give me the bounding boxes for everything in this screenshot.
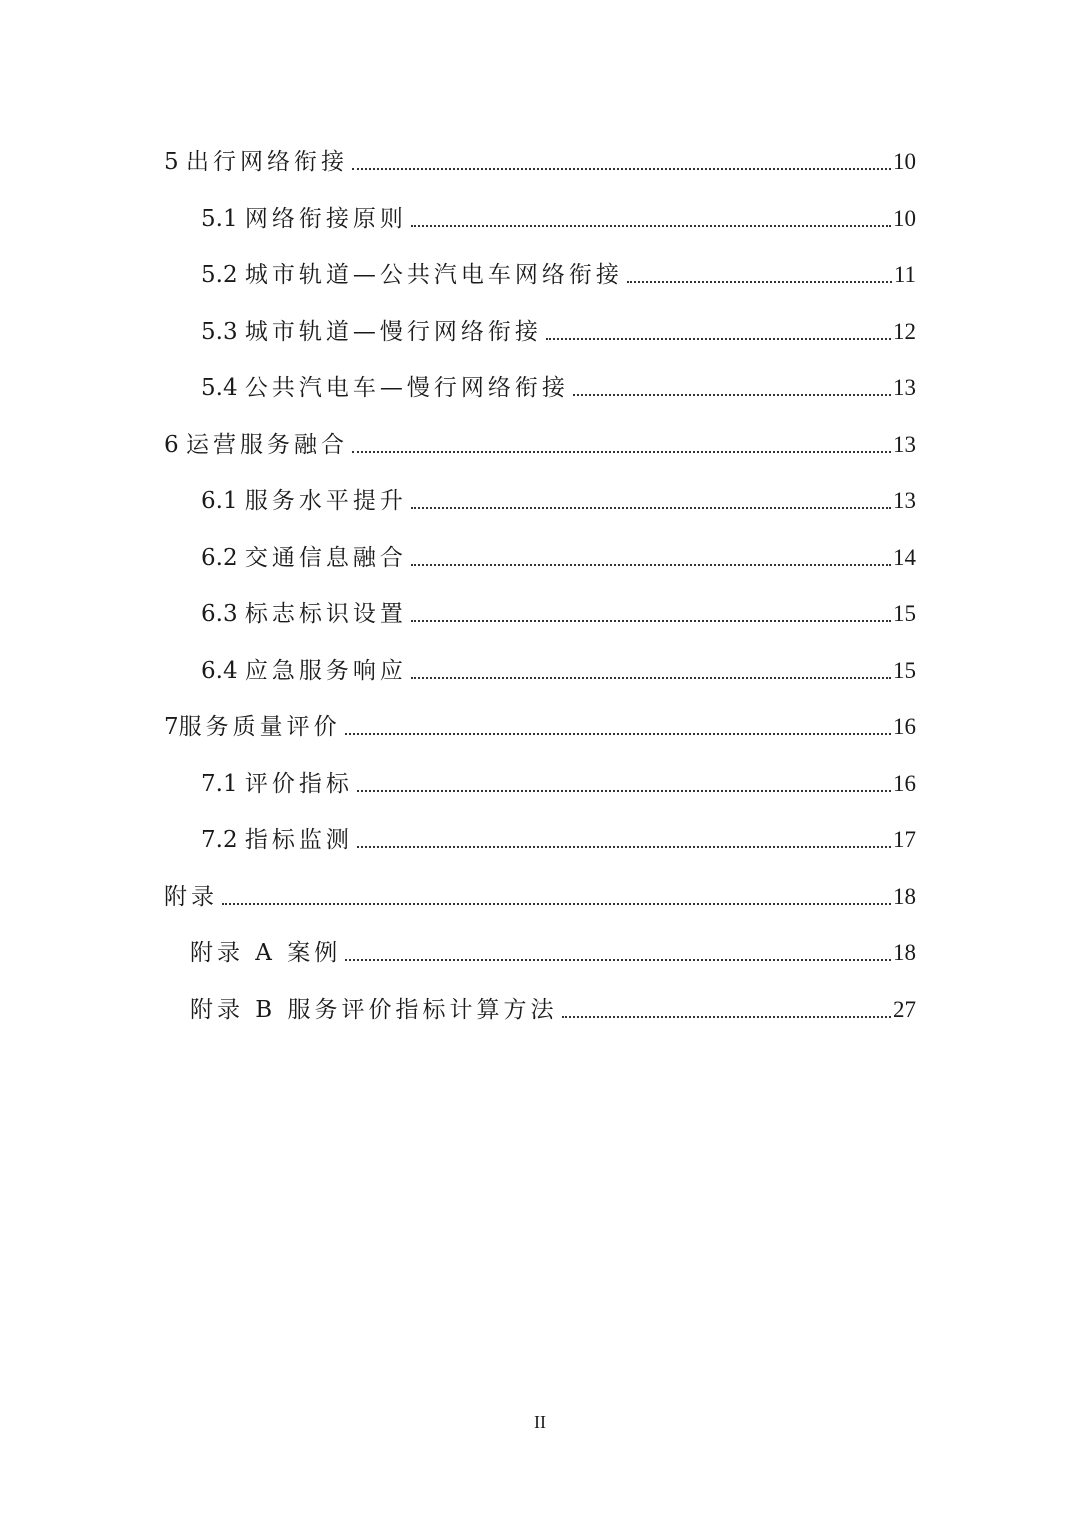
toc-entry-number: 5.1 xyxy=(201,206,245,232)
toc-entry-page: 12 xyxy=(893,319,916,344)
toc-entry-number: 6.2 xyxy=(201,545,245,571)
toc-leader-dots xyxy=(411,564,891,566)
toc-entry-number: 7.1 xyxy=(201,771,245,797)
toc-entry-title: 附录 A 案例 xyxy=(190,940,342,966)
toc-entry[interactable] xyxy=(164,143,916,177)
toc-leader-dots xyxy=(357,846,891,848)
toc-leader-dots xyxy=(562,1016,891,1018)
toc-entry[interactable] xyxy=(164,708,916,742)
toc-leader-dots xyxy=(352,451,891,453)
toc-entry-number: 5 xyxy=(164,149,186,175)
toc-entry[interactable] xyxy=(190,991,916,1025)
toc-entry-number: 6.1 xyxy=(201,488,245,514)
toc-entry-number: 6.3 xyxy=(201,601,245,627)
toc-entry-number: 5.3 xyxy=(201,319,245,345)
toc-entry-title: 运营服务融合 xyxy=(185,432,348,458)
toc-entry-title: 公共汽电车—慢行网络衔接 xyxy=(244,375,569,401)
toc-entry-number: 7 xyxy=(164,714,179,740)
toc-entry[interactable] xyxy=(201,821,916,855)
toc-leader-dots xyxy=(352,168,891,170)
toc-entry[interactable] xyxy=(201,200,916,234)
toc-entry-title: 交通信息融合 xyxy=(244,545,407,571)
toc-entry-title: 城市轨道—慢行网络衔接 xyxy=(244,319,542,345)
toc-leader-dots xyxy=(573,394,891,396)
toc-entry-title: 网络衔接原则 xyxy=(244,206,407,232)
toc-entry-number: 6.4 xyxy=(201,658,245,684)
toc-leader-dots xyxy=(411,225,891,227)
toc-entry-title: 服务水平提升 xyxy=(244,488,407,514)
toc-entry-page: 16 xyxy=(893,714,916,739)
toc-entry-title: 城市轨道—公共汽电车网络衔接 xyxy=(244,262,623,288)
toc-entry[interactable] xyxy=(201,313,916,347)
toc-entry[interactable] xyxy=(201,369,916,403)
page-number: II xyxy=(534,1412,546,1432)
toc-entry-title: 附录 B 服务评价指标计算方法 xyxy=(190,997,558,1023)
toc-entry-number: 6 xyxy=(164,432,186,458)
toc-entry-page: 14 xyxy=(893,545,916,570)
toc-entry[interactable] xyxy=(201,652,916,686)
toc-entry-title: 附录 xyxy=(164,884,218,910)
toc-leader-dots xyxy=(222,903,891,905)
toc-leader-dots xyxy=(345,959,891,961)
toc-entry[interactable] xyxy=(201,482,916,516)
toc-entry[interactable] xyxy=(201,539,916,573)
toc-leader-dots xyxy=(627,281,892,283)
toc-entry-title: 评价指标 xyxy=(244,771,353,797)
toc-entry-page: 15 xyxy=(893,601,916,626)
toc-entry[interactable] xyxy=(164,426,916,460)
toc-entry-page: 13 xyxy=(893,375,916,400)
toc-entry[interactable] xyxy=(201,595,916,629)
toc-entry-page: 18 xyxy=(893,940,916,965)
toc-entry[interactable] xyxy=(201,256,916,290)
toc-entry-number: 5.2 xyxy=(201,262,245,288)
toc-entry-page: 15 xyxy=(893,658,916,683)
toc-entry-page: 27 xyxy=(893,997,916,1022)
toc-leader-dots xyxy=(357,790,891,792)
toc-leader-dots xyxy=(345,733,891,735)
toc-entry[interactable] xyxy=(190,934,916,968)
toc-leader-dots xyxy=(411,620,891,622)
toc-leader-dots xyxy=(546,338,891,340)
toc-leader-dots xyxy=(411,507,891,509)
toc-entry-page: 10 xyxy=(893,206,916,231)
toc-entry-page: 18 xyxy=(893,884,916,909)
toc-entry-page: 13 xyxy=(893,432,916,457)
toc-entry-page: 16 xyxy=(893,771,916,796)
toc-entry-page: 17 xyxy=(893,827,916,852)
toc-leader-dots xyxy=(411,677,891,679)
toc-entry-title: 服务质量评价 xyxy=(178,714,341,740)
toc-entry-page: 11 xyxy=(893,262,916,287)
toc-entry-title: 出行网络衔接 xyxy=(185,149,348,175)
toc-entry[interactable] xyxy=(164,878,916,912)
toc-entry-title: 指标监测 xyxy=(244,827,353,853)
toc-entry[interactable] xyxy=(201,765,916,799)
toc-entry-title: 应急服务响应 xyxy=(244,658,407,684)
toc-entry-page: 13 xyxy=(893,488,916,513)
toc-entry-number: 5.4 xyxy=(201,375,245,401)
toc-entry-title: 标志标识设置 xyxy=(244,601,407,627)
toc-entry-number: 7.2 xyxy=(201,827,245,853)
toc-entry-page: 10 xyxy=(893,149,916,174)
